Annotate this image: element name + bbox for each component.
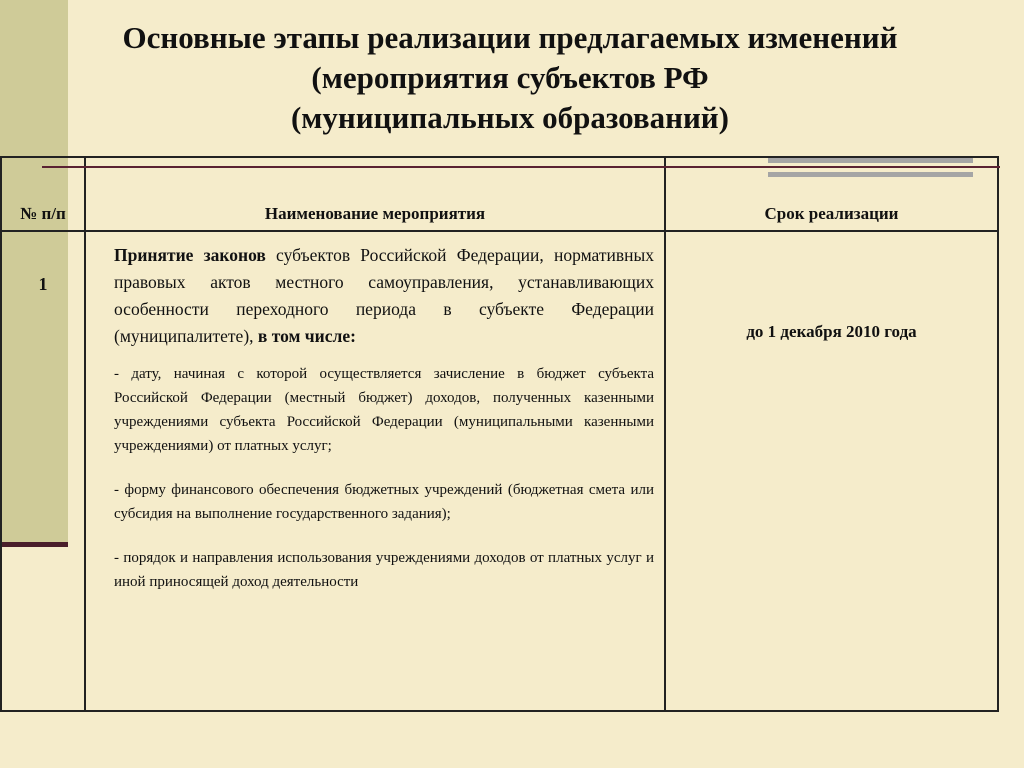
title-line-3: (муниципальных образований) xyxy=(290,100,729,135)
intro-bold-end: в том числе: xyxy=(257,326,356,346)
measures-table xyxy=(0,156,999,712)
title-line-2: (мероприятия субъектов РФ xyxy=(311,60,709,95)
slide-title xyxy=(70,18,950,138)
decor-gray-bar-2 xyxy=(768,172,973,177)
decor-gray-bar-1 xyxy=(768,158,973,163)
table-header-row xyxy=(1,157,998,231)
list-item: - порядок и направления использования учреждениями доходов от платных услуг и иной приносящей доход деятельности xyxy=(114,550,654,590)
decor-dark-line xyxy=(42,166,1000,168)
intro-bold-start: Принятие законов xyxy=(114,245,266,265)
header-number: № п/п xyxy=(1,157,85,231)
table-row xyxy=(1,231,998,711)
intro-paragraph xyxy=(114,242,654,350)
row-deadline: до 1 декабря 2010 года xyxy=(665,231,998,711)
list-item: - форму финансового обеспечения бюджетных учреждений (бюджетная смета или субсидия на выполнение государственного задания); xyxy=(114,482,654,522)
intro-text: субъектов Российской Федерации, нормативных правовых актов местного самоуправления, устанавливающих особенности переходного периода в субъекте Федерации (муниципалитете), xyxy=(114,245,654,346)
row-description xyxy=(85,231,665,711)
row-number: 1 xyxy=(1,231,85,711)
list-item: - дату, начиная с которой осуществляется зачисление в бюджет субъекта Российской Федерации (местный бюджет) доходов, полученных казенными учреждениями субъекта Российской Федерации (муниципальными казенными учреждениями) от платных услуг; xyxy=(114,366,654,454)
header-deadline: Срок реализации xyxy=(665,157,998,231)
header-name: Наименование мероприятия xyxy=(85,157,665,231)
title-line-1: Основные этапы реализации предлагаемых изменений xyxy=(122,20,898,55)
